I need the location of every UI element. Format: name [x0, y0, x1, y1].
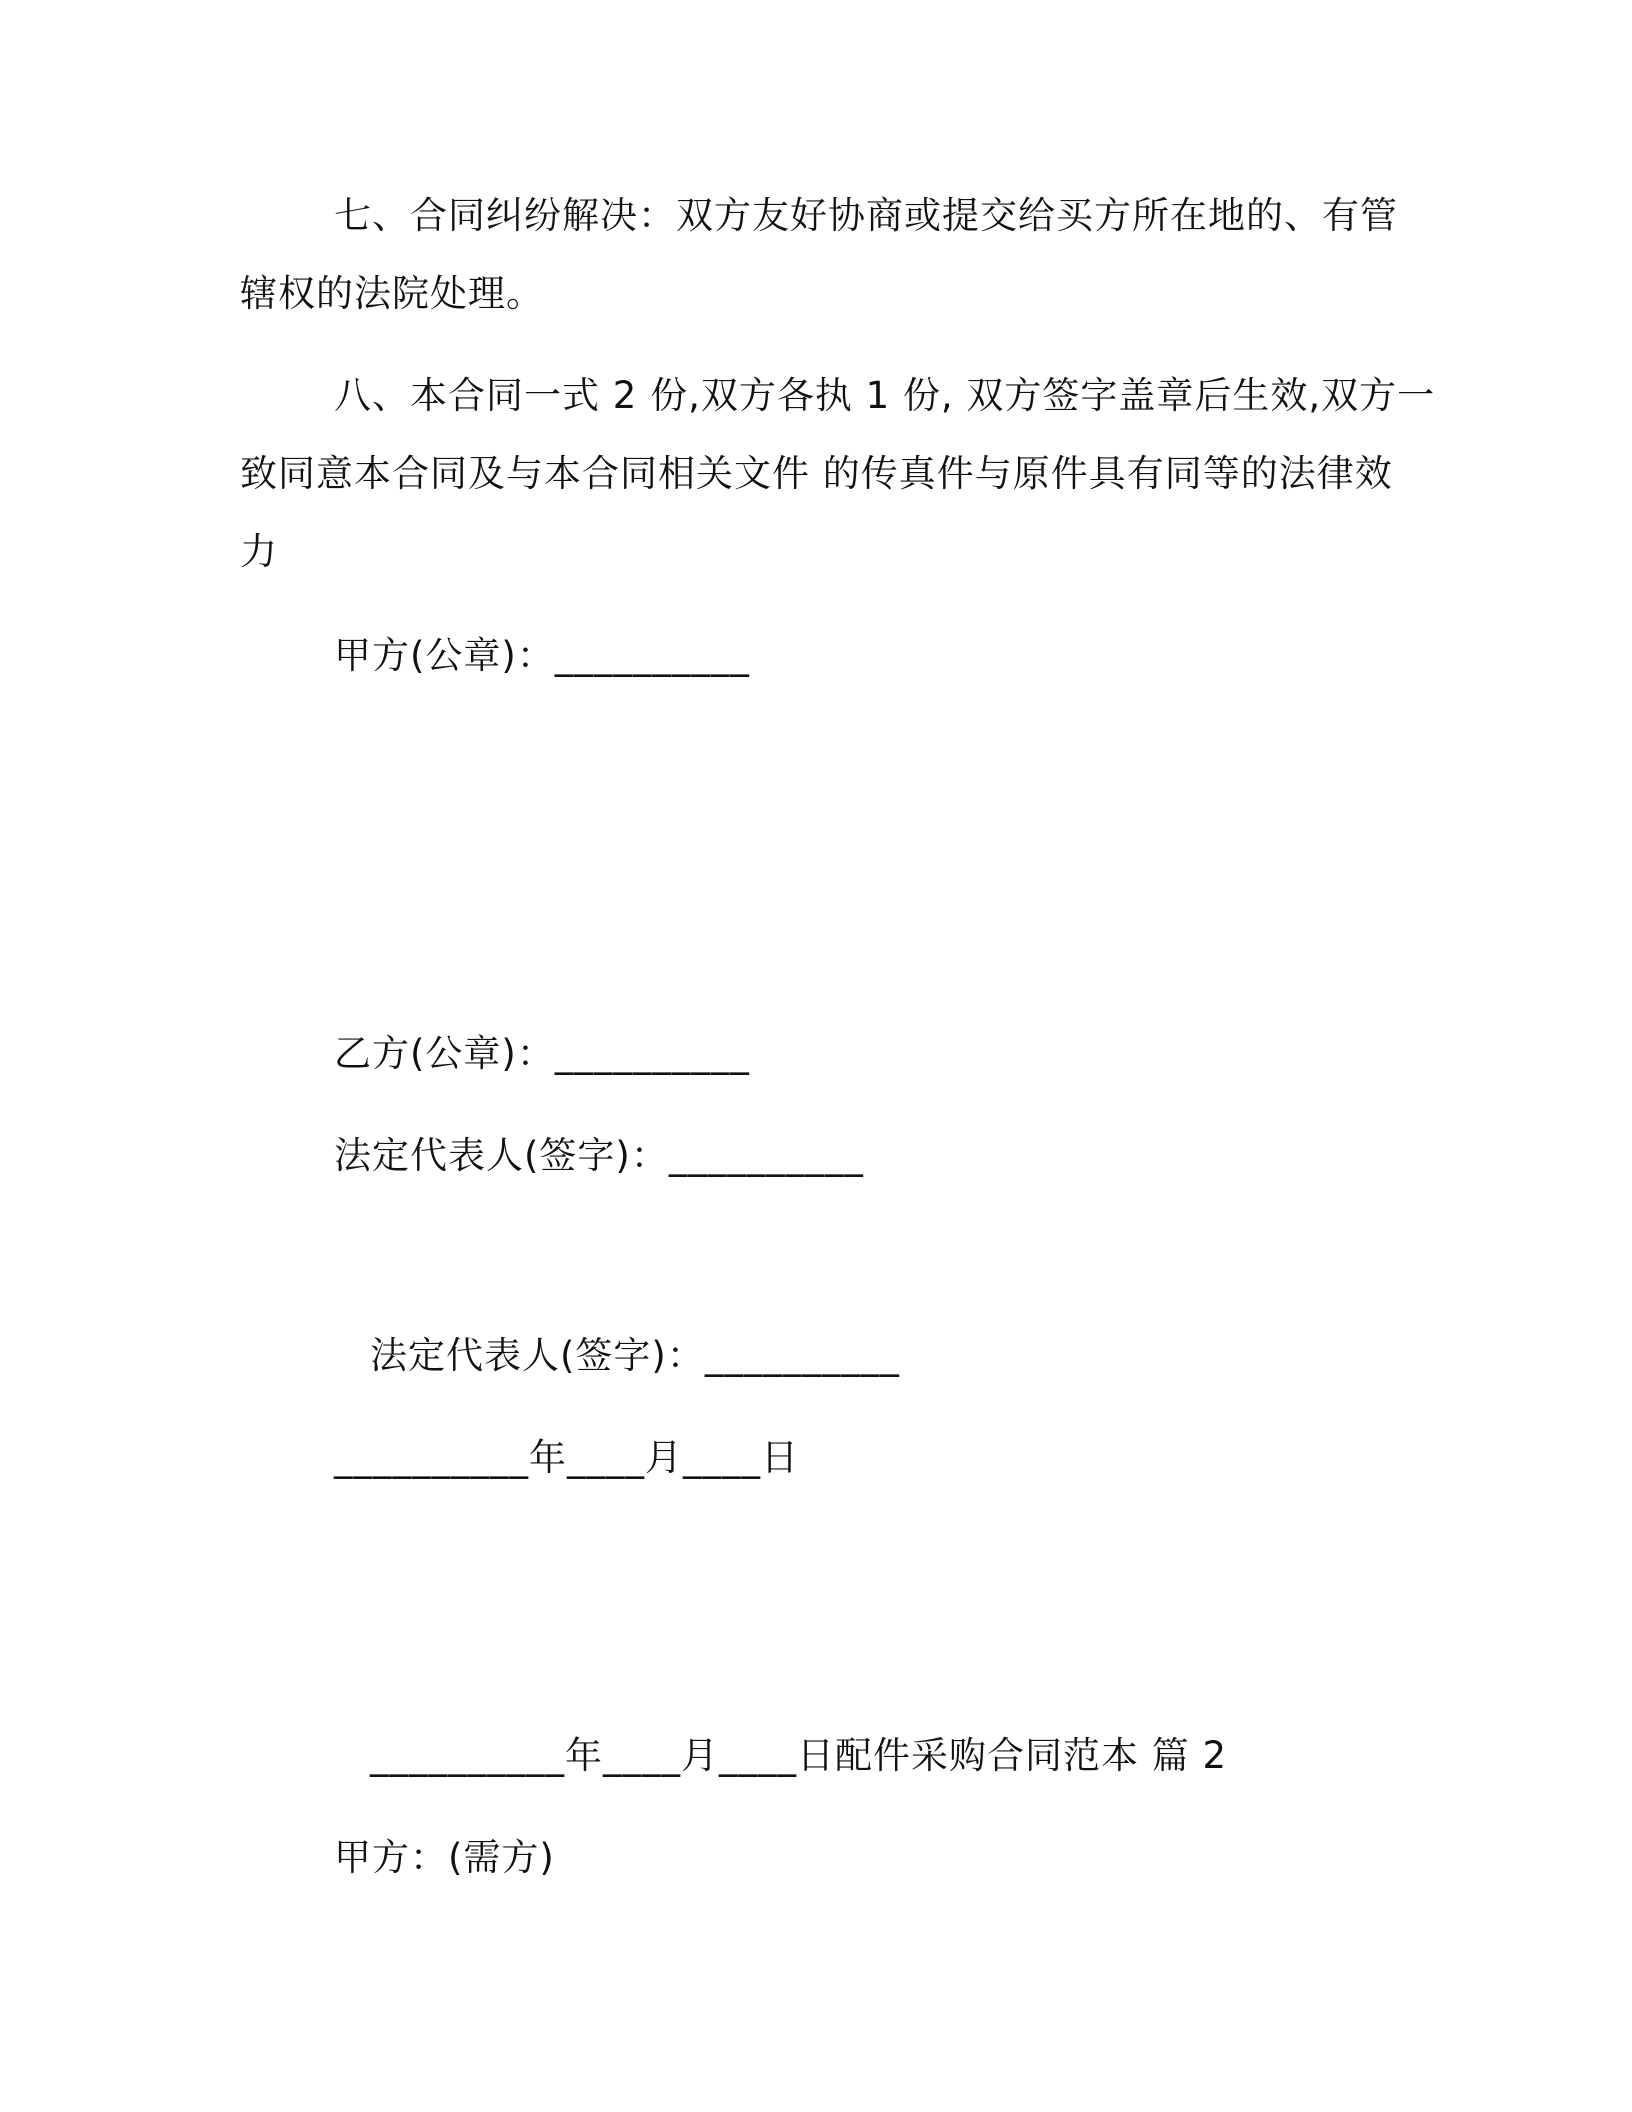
clause-7-line-2: 辖权的法院处理。 — [240, 272, 544, 315]
legal-representative-signature-1: 法定代表人(签字)：__________ — [334, 1134, 864, 1177]
party-b-seal-line: 乙方(公章)：__________ — [334, 1032, 750, 1075]
party-a-demand-line: 甲方：(需方) — [334, 1836, 555, 1879]
clause-7-line-1: 七、合同纠纷解决：双方友好协商或提交给买方所在地的、有管 — [334, 194, 1398, 237]
clause-8-line-1: 八、本合同一式 2 份,双方各执 1 份, 双方签字盖章后生效,双方一 — [334, 374, 1436, 417]
party-a-seal-line: 甲方(公章)：__________ — [334, 634, 750, 677]
clause-8-line-2: 致同意本合同及与本合同相关文件 的传真件与原件具有同等的法律效 — [240, 452, 1393, 495]
signature-date-line: __________年____月____日 — [334, 1436, 799, 1479]
legal-representative-signature-2: 法定代表人(签字)：__________ — [370, 1334, 900, 1377]
clause-8-line-3: 力 — [240, 530, 278, 573]
section-2-heading: __________年____月____日配件采购合同范本 篇 2 — [370, 1734, 1228, 1777]
